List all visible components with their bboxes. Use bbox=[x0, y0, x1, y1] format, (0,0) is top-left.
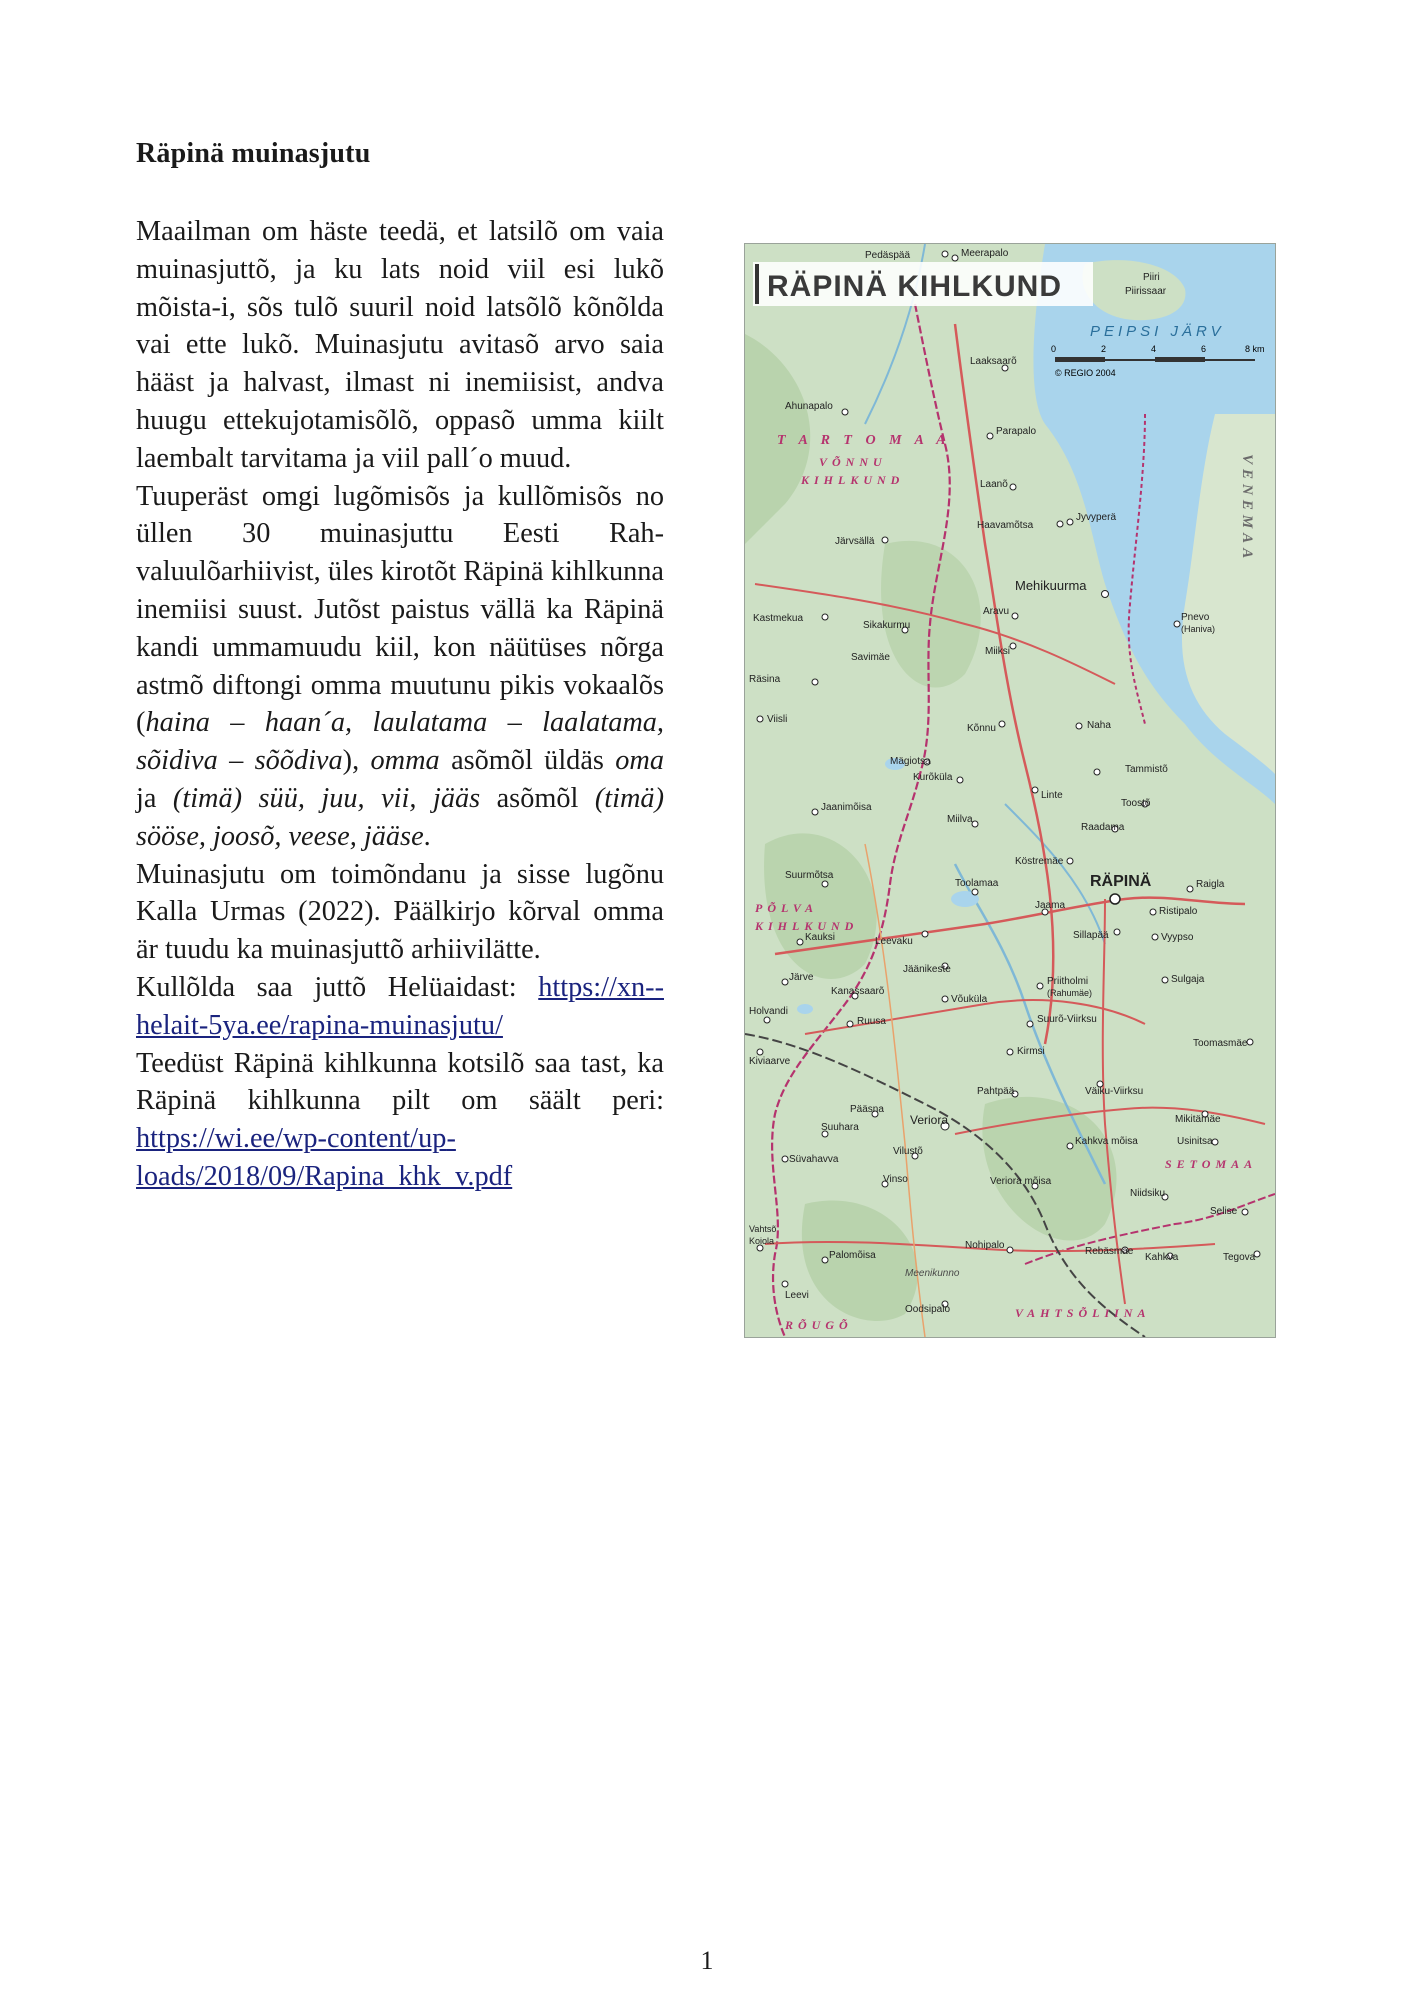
place-label: Sulgaja bbox=[1171, 974, 1205, 985]
region-kihlkund: KIHLKUND bbox=[801, 473, 905, 487]
place-label: Kõnnu bbox=[967, 723, 996, 734]
place-marker bbox=[797, 939, 803, 945]
place-label: Pedäspää bbox=[865, 250, 911, 261]
place-label: Leevi bbox=[785, 1290, 809, 1301]
place-marker bbox=[822, 614, 828, 620]
place-marker bbox=[1027, 1021, 1033, 1027]
paragraph-intro: Maailman om häste teedä, et latsilõ om vaia muinasjuttõ, ja ku lats noid viil esi lukõ mõista-i, sõs tulõ suuril noid latsõlõ kõnõlda vai ette lukõ. Muinasjutu avitasõ arvo saia hääst ja halvast, ilmast ni inemiisist, andva huugu ettekujotamisõlõ, oppasõ umma kiilt laembalt tarvitama ja viil pall´o muud. bbox=[136, 216, 664, 474]
dialect-text: . bbox=[423, 820, 431, 852]
place-marker bbox=[972, 821, 978, 827]
place-marker bbox=[999, 721, 1005, 727]
place-marker bbox=[1174, 621, 1180, 627]
scale-segment bbox=[1155, 357, 1205, 362]
paragraph-dialect bbox=[136, 478, 664, 856]
map-copyright: © REGIO 2004 bbox=[1055, 368, 1116, 378]
place-label: Köstremäe bbox=[1015, 856, 1064, 867]
place-label: Mehikuurma bbox=[1015, 578, 1087, 593]
place-marker bbox=[1150, 909, 1156, 915]
place-label: Meenikunno bbox=[905, 1268, 960, 1279]
place-label: Pahtpää bbox=[977, 1086, 1015, 1097]
place-marker bbox=[782, 1156, 788, 1162]
paragraph-credits: Muinasjutu om toimõndanu ja sisse lugõnu Kalla Urmas (2022). Päälkirjo kõrval omma är tuudu ka muinasjuttõ arhiivilätte. bbox=[136, 858, 664, 966]
scale-tick: 0 bbox=[1051, 344, 1057, 354]
scale-tick: 8 km bbox=[1245, 344, 1265, 354]
place-label: Järvsällä bbox=[835, 536, 875, 547]
body-text bbox=[136, 213, 664, 1196]
place-label: Suurmõtsa bbox=[785, 870, 834, 881]
place-marker bbox=[1007, 1247, 1013, 1253]
place-label: Räsina bbox=[749, 674, 781, 685]
place-label: Kahkva mõisa bbox=[1075, 1136, 1138, 1147]
place-label: Ahunapalo bbox=[785, 401, 833, 412]
scale-tick: 6 bbox=[1201, 344, 1207, 354]
place-marker bbox=[812, 679, 818, 685]
region-rougo: RÕUGÕ bbox=[785, 1318, 853, 1332]
page-title: Räpinä muinasjutu bbox=[136, 138, 371, 169]
place-marker bbox=[1067, 1143, 1073, 1149]
place-marker bbox=[1012, 613, 1018, 619]
dialect-example: omma bbox=[370, 745, 440, 777]
place-marker bbox=[822, 881, 828, 887]
scale-segment bbox=[1055, 357, 1105, 362]
place-marker bbox=[972, 889, 978, 895]
region-kihlkund: KIHLKUND bbox=[755, 919, 859, 933]
place-marker bbox=[1067, 858, 1073, 864]
lake-label: PEIPSI JÄRV bbox=[1090, 323, 1225, 340]
paragraph-listen bbox=[136, 969, 664, 1045]
place-label: Miilva bbox=[947, 814, 973, 825]
place-label: Süvahavva bbox=[789, 1154, 839, 1165]
place-label: Veriora mõisa bbox=[990, 1176, 1052, 1187]
place-marker bbox=[842, 409, 848, 415]
place-label: Savimäe bbox=[851, 652, 890, 663]
paragraph-source bbox=[136, 1045, 664, 1196]
place-marker bbox=[782, 979, 788, 985]
place-marker bbox=[1076, 723, 1082, 729]
place-marker bbox=[1037, 983, 1043, 989]
place-label: Ruusa bbox=[857, 1016, 886, 1027]
place-label: Palomõisa bbox=[829, 1250, 876, 1261]
place-label: Võuküla bbox=[951, 994, 988, 1005]
dialect-text: asõmõl bbox=[480, 782, 595, 814]
place-label: Kiviaarve bbox=[749, 1056, 791, 1067]
place-label: Toostõ bbox=[1121, 798, 1151, 809]
place-label: Jäänikeste bbox=[903, 964, 951, 975]
place-label: Holvandi bbox=[749, 1006, 788, 1017]
place-marker bbox=[782, 1281, 788, 1287]
parish-map bbox=[744, 243, 1276, 1338]
place-label: Pnevo bbox=[1181, 612, 1210, 623]
place-marker bbox=[1102, 591, 1109, 598]
place-label: Mikitämäe bbox=[1175, 1114, 1221, 1125]
place-label: Aravu bbox=[983, 606, 1010, 617]
place-marker bbox=[952, 255, 958, 261]
place-marker bbox=[822, 1257, 828, 1263]
region-tartumaa: T A R T O M A A bbox=[777, 433, 951, 448]
dialect-text: ja bbox=[136, 782, 173, 814]
place-label: Viisli bbox=[767, 714, 788, 725]
place-marker bbox=[922, 931, 928, 937]
place-label: Jyvyperä bbox=[1076, 512, 1117, 523]
place-label: Kahkva bbox=[1145, 1252, 1179, 1263]
place-label: Sikakurmu bbox=[863, 620, 911, 631]
place-label: Leevaku bbox=[875, 936, 913, 947]
place-label: Mägiotsa bbox=[890, 756, 931, 767]
place-label: Nohipalo bbox=[965, 1240, 1005, 1251]
place-label: Koiola bbox=[749, 1236, 775, 1246]
place-label: Vilustõ bbox=[893, 1146, 923, 1157]
place-label: Rebäsmäe bbox=[1085, 1246, 1134, 1257]
pdf-link[interactable]: https://wi.ee/wp-content/uploads/2018/09/Rapina_khk_v.pdf bbox=[136, 1123, 513, 1192]
region-vahtseliina: VAHTSÕLIINA bbox=[1015, 1306, 1151, 1320]
map-svg bbox=[745, 244, 1275, 1337]
place-label: Selise bbox=[1210, 1206, 1238, 1217]
region-venemaa: VENEMAA bbox=[1239, 454, 1255, 564]
place-label: Raigla bbox=[1196, 879, 1225, 890]
place-label: Sillapää bbox=[1073, 930, 1109, 941]
place-marker bbox=[1010, 484, 1016, 490]
listen-text: Kullõlda saa juttõ Helüaidast: bbox=[136, 971, 539, 1003]
region-polva: PÕLVA bbox=[755, 901, 818, 915]
place-marker bbox=[764, 1017, 770, 1023]
place-marker bbox=[1212, 1139, 1218, 1145]
place-marker bbox=[1094, 769, 1100, 775]
place-marker bbox=[1007, 1049, 1013, 1055]
place-marker bbox=[847, 1021, 853, 1027]
place-label: Vyypso bbox=[1161, 932, 1194, 943]
place-label: Toolamaa bbox=[955, 878, 999, 889]
place-label: Kirmsi bbox=[1017, 1046, 1045, 1057]
dialect-text: ), bbox=[342, 745, 371, 777]
place-label: Priitholmi bbox=[1047, 976, 1089, 987]
place-marker bbox=[1247, 1039, 1253, 1045]
source-text: Teedüst Räpinä kihlkunna kotsilõ saa tast, ka Räpinä kihlkunna pilt om säält peri: bbox=[136, 1047, 664, 1117]
place-label: Kastmekua bbox=[753, 613, 804, 624]
place-label: Laaksaarõ bbox=[970, 356, 1017, 367]
place-label: Veriora bbox=[910, 1113, 949, 1127]
dialect-example: haina – haan´a, laulatama – laalatama, sõidiva – sõõdiva bbox=[136, 707, 664, 777]
place-label: Pääsna bbox=[850, 1104, 884, 1115]
scale-tick: 4 bbox=[1151, 344, 1157, 354]
place-label: Meerapalo bbox=[961, 248, 1009, 259]
dialect-example: (timä) süü, juu, vii, jääs bbox=[172, 782, 481, 814]
place-label: Niidsiku bbox=[1130, 1188, 1166, 1199]
heluaidast-link[interactable]: https://xn--helait-5ya.ee/rapina-muinasjutu/ bbox=[136, 971, 664, 1041]
place-label: Tammistõ bbox=[1125, 764, 1168, 775]
small-lake bbox=[797, 1004, 813, 1014]
dialect-text: Tuuperäst omgi lugõmisõs ja kullõmisõs no üllen 30 muinasjuttu Eesti Rahvaluulõarhiivist, üles kirotõt Räpinä kihlkunna inemiisi suust. Jutõst paistus vällä ka Räpinä kandi ummamuudu kiil, kon näütüses nõrga astmõ diftongi omma muutunu pikis vokaalõs ( bbox=[136, 480, 664, 739]
place-label: Raadama bbox=[1081, 822, 1125, 833]
place-marker bbox=[957, 777, 963, 783]
place-marker bbox=[882, 537, 888, 543]
place-label: (Rahumäe) bbox=[1047, 988, 1093, 998]
place-label: Haavamõtsa bbox=[977, 520, 1034, 531]
place-marker bbox=[812, 809, 818, 815]
place-marker bbox=[1057, 521, 1063, 527]
place-label: Oodsipalo bbox=[905, 1304, 951, 1315]
place-label: Vahtsõ bbox=[749, 1224, 777, 1234]
place-label: (Haniva) bbox=[1181, 624, 1216, 634]
place-marker bbox=[1152, 934, 1158, 940]
place-label: Laanõ bbox=[980, 479, 1008, 490]
place-label: Toomasmäe bbox=[1193, 1038, 1248, 1049]
place-label: Jaama bbox=[1035, 900, 1066, 911]
place-label: Kanassaarõ bbox=[831, 986, 885, 997]
place-label: Jaanimõisa bbox=[821, 802, 872, 813]
dialect-example: (timä) sööse, joosõ, veese, jääse bbox=[136, 782, 664, 852]
place-marker bbox=[757, 1049, 763, 1055]
place-marker bbox=[1010, 643, 1016, 649]
place-label: Piirissaar bbox=[1125, 286, 1167, 297]
place-label: Linte bbox=[1041, 790, 1063, 801]
dialect-example: oma bbox=[615, 745, 664, 777]
place-marker bbox=[942, 996, 948, 1002]
place-label: Tegova bbox=[1223, 1252, 1256, 1263]
page-number: 1 bbox=[700, 1946, 714, 1975]
town-label: RÄPINÄ bbox=[1090, 873, 1152, 890]
map-title: RÄPINÄ KIHLKUND bbox=[767, 270, 1062, 303]
place-label: Järve bbox=[789, 972, 814, 983]
place-label: Piiri bbox=[1143, 272, 1160, 283]
place-marker bbox=[987, 433, 993, 439]
place-marker bbox=[1032, 787, 1038, 793]
place-label: Miiksi bbox=[985, 646, 1010, 657]
place-label: Kauksi bbox=[805, 932, 836, 943]
place-label: Väiku-Viirksu bbox=[1085, 1086, 1144, 1097]
place-marker bbox=[1187, 886, 1193, 892]
town-marker bbox=[1110, 894, 1120, 904]
place-label: Kurõküla bbox=[913, 772, 953, 783]
place-marker bbox=[757, 716, 763, 722]
place-label: Ristipalo bbox=[1159, 906, 1198, 917]
place-marker bbox=[1162, 977, 1168, 983]
dialect-text: asõmõl üldäs bbox=[439, 745, 616, 777]
place-marker bbox=[1067, 519, 1073, 525]
place-marker bbox=[1242, 1209, 1248, 1215]
place-label: Parapalo bbox=[996, 426, 1037, 437]
region-setomaa: SETOMAA bbox=[1165, 1157, 1258, 1171]
place-label: Vinso bbox=[883, 1174, 908, 1185]
place-label: Suuhara bbox=[821, 1122, 859, 1133]
place-marker bbox=[942, 251, 948, 257]
region-vonnu: VÕNNU bbox=[819, 455, 887, 469]
scale-tick: 2 bbox=[1101, 344, 1107, 354]
place-marker bbox=[1114, 929, 1120, 935]
place-label: Suurõ-Viirksu bbox=[1037, 1014, 1097, 1025]
place-label: Naha bbox=[1087, 720, 1111, 731]
map-title-bar bbox=[755, 264, 759, 304]
place-label: Usinitsa bbox=[1177, 1136, 1213, 1147]
